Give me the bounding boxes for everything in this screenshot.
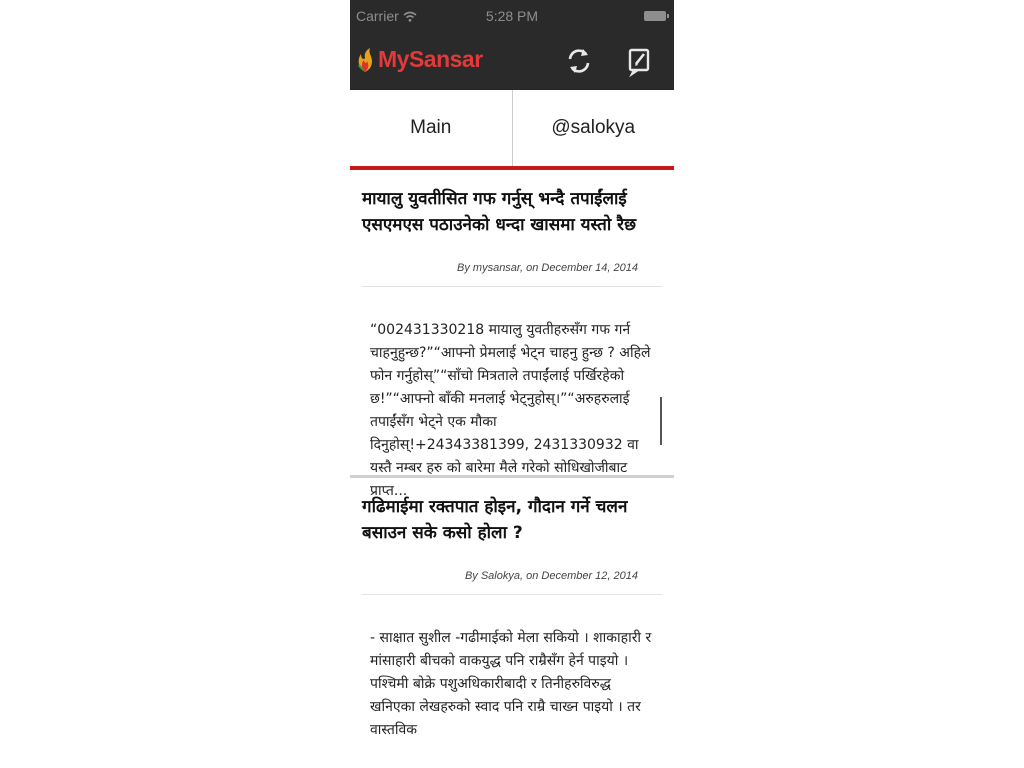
refresh-icon [566,47,592,75]
scroll-indicator [660,397,662,445]
article-byline: By mysansar, on December 14, 2014 [457,262,638,274]
phone-screen [350,0,674,768]
status-bar [350,0,674,32]
nav-bar [350,32,674,90]
tab-salokya[interactable]: @salokya [512,90,675,166]
compose-button[interactable] [622,44,656,78]
article-title[interactable]: गढिमाईमा रक्तपात होइन, गौदान गर्ने चलन बसाउन सके कसो होला ? [362,497,628,543]
logo-flame-icon [356,47,374,73]
app-logo [356,46,483,73]
article-item[interactable] [350,494,674,765]
battery-icon [644,11,666,21]
compose-icon [626,47,652,75]
status-time: 5:28 PM [485,8,539,24]
article-excerpt[interactable] [370,319,662,499]
article-excerpt-text: - साक्षात सुशील -गढीमाईको मेला सकियो । शाकाहारी र मांसाहारी बीचको वाकयुद्ध पनि राम्रैसँग हेर्न पाइयो । पश्चिमी बोक्रे पशुअधिकारीबादी र तिनीहरुविरुद्ध खनिएका लेखहरुको स्वाद पनि राम्रै चाख्न पाइयो । तर वास्तविक [370,630,652,738]
article-divider [362,594,662,595]
carrier-label: Carrier [356,8,399,24]
tab-bar [350,90,674,170]
article-excerpt-text: “002431330218 मायालु युवतीहरुसँग गफ गर्न चाहनुहुन्छ?”“आफ्नो प्रेमलाई भेट्न चाहनु हुन्छ ? अहिले फोन गर्नुहोस्”“साँचो मित्रताले तपाईंलाई पर्खिरहेको छ!”“आफ्नो बाँकी मनलाई भेट्नुहोस्।”“अरुहरुलाई तपाईंसँग भेट्ने एक मौका दिनुहोस्!+24343381399, 2431330932 वा यस्तै नम्बर हरु को बारेमा मैले गरेको सोधिखोजीबाट प्राप्त... [370,322,651,499]
article-excerpt[interactable] [370,627,662,765]
app-name: MySansar [378,46,483,72]
refresh-button[interactable] [562,44,596,78]
article-byline: By Salokya, on December 12, 2014 [464,570,638,582]
article-item[interactable] [350,186,674,499]
tab-main[interactable]: Main [410,117,452,138]
article-divider [362,286,662,287]
article-title[interactable]: मायालु युवतीसित गफ गर्नुस् भन्दै तपाईंलाई एसएमएस पठाउनेको धन्दा खासमा यस्तो रैछ [362,189,637,235]
article-list[interactable] [350,170,674,738]
